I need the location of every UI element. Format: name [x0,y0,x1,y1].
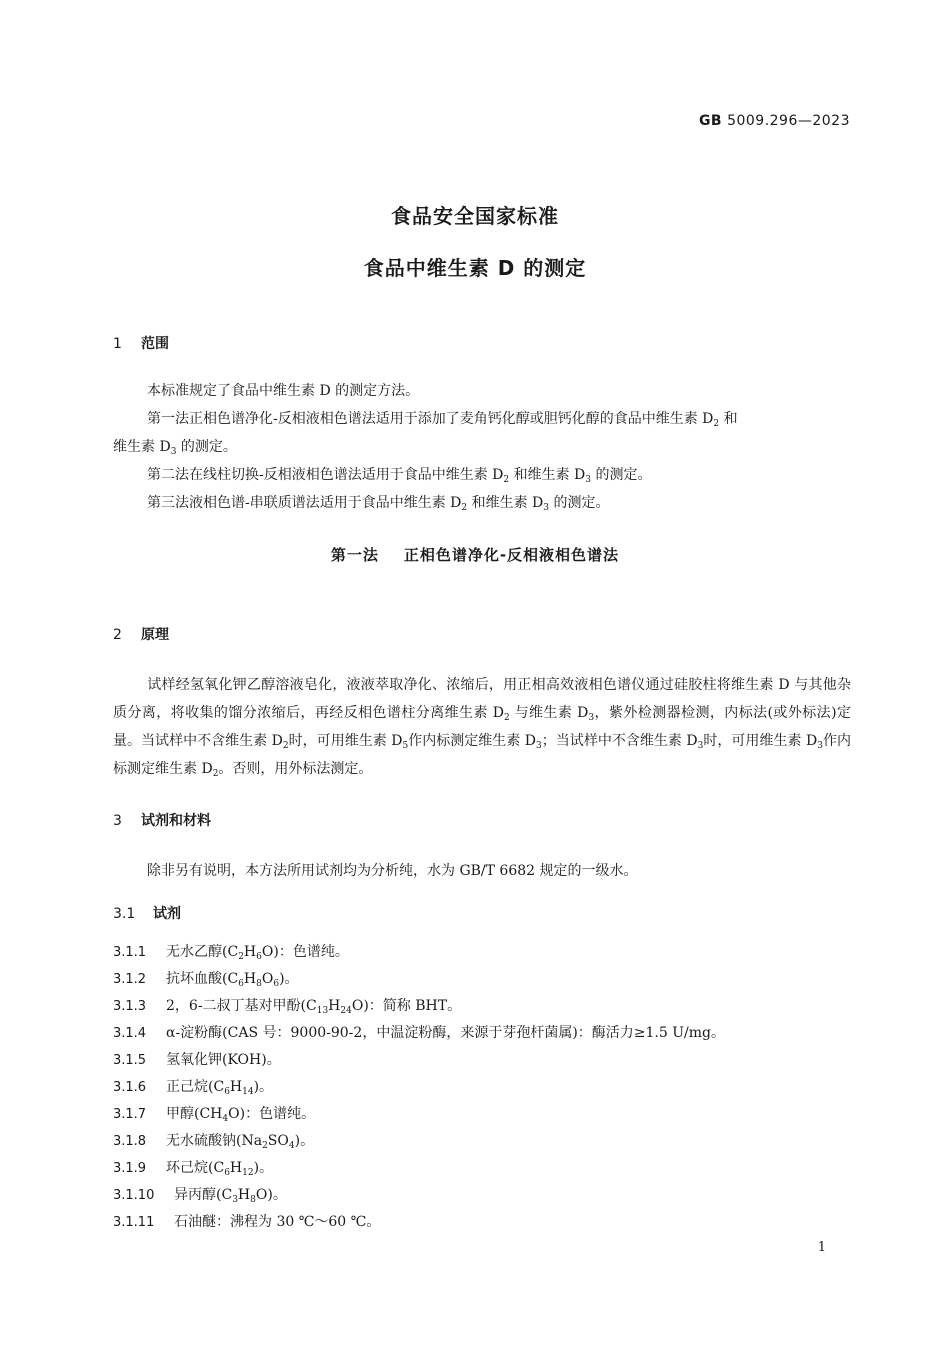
reagent-item: 3.1.6 正己烷$(C_6H_{14})$。 [113,1079,274,1097]
standard-number: GB 5009.296—2023 [698,113,850,129]
section-3-1-heading: 3.1 试剂 [113,906,181,922]
reagent-item: 3.1.3 2，6-二叔丁基对甲酚$(C_{13}H_{24}O)$：简称 BHT。 [113,998,462,1016]
reagent-item: 3.1.7 甲醇$(CH_4O)$：色谱纯。 [113,1106,316,1124]
page-title: 食品安全国家标准 [391,204,559,228]
page-number: 1 [817,1240,826,1255]
page-subtitle: 食品中维生素 D 的测定 [363,256,587,280]
section-1-body: 本标准规定了食品中维生素 D 的测定方法。 第一法正相色谱净化-反相液相色谱法适用于添加了麦角钙化醇或胆钙化醇的食品中维生素 $D_2$ 和 维生素 $D_3$ 的测定。 第二法在线柱切换-反相液相色谱法适用于食品中维生素 $D_2$ 和维生素 $D_3$ 的测定。 第三法液相色谱-串联质谱法适用于食品中维生素 $D_2$ 和维生素 $D_3$ 的测定。 [113,383,738,513]
reagent-item: 3.1.9 环己烷$(C_6H_{12})$。 [113,1160,274,1178]
reagent-item: 3.1.8 无水硫酸钠$(Na_2SO_4)$。 [113,1133,315,1151]
section-1-heading: 1 范围 [113,336,169,352]
method-1-heading: 第一法 正相色谱净化-反相液相色谱法 [330,546,620,564]
section-2-body: 试样经氢氧化钾乙醇溶液皂化，液液萃取净化、浓缩后，用正相高效液相色谱仪通过硅胶柱将维生素 D 与其他杂质分离，将收集的馏分浓缩后，再经反相色谱柱分离维生素 $D_2$ 与维生素 $D_3$，紫外检测器检测，内标法(或外标法)定量。当试样中不含维生素 $D_2$时，可用维生素 $D_5$作内标测定维生素 $D_3$；当试样中不含维生素 $D_3$时，可用维生素 $D_3$作内标测定维生素 $D_2$。否则，用外标法测定。 [113,677,851,779]
section-3-body: 除非另有说明，本方法所用试剂均为分析纯，水为 GB/T 6682 规定的一级水。 [147,863,638,879]
reagent-item: 3.1.2 抗坏血酸$(C_6H_8O_6)$。 [113,971,299,989]
reagent-item: 3.1.5 氢氧化钾(KOH)。 [113,1052,281,1068]
reagent-item: 3.1.4 α-淀粉酶(CAS 号：9000-90-2，中温淀粉酶，来源于芽孢杆菌属)：酶活力≥1.5 U/mg。 [113,1025,725,1041]
reagent-item: 3.1.11 石油醚：沸程为 30 ℃～60 ℃。 [113,1214,381,1230]
reagent-item: 3.1.1 无水乙醇$(C_2H_6O)$：色谱纯。 [113,944,349,962]
section-2-heading: 2 原理 [113,627,169,643]
reagent-item: 3.1.10 异丙醇$(C_3H_8O)$。 [113,1187,287,1205]
section-3-heading: 3 试剂和材料 [113,813,211,829]
